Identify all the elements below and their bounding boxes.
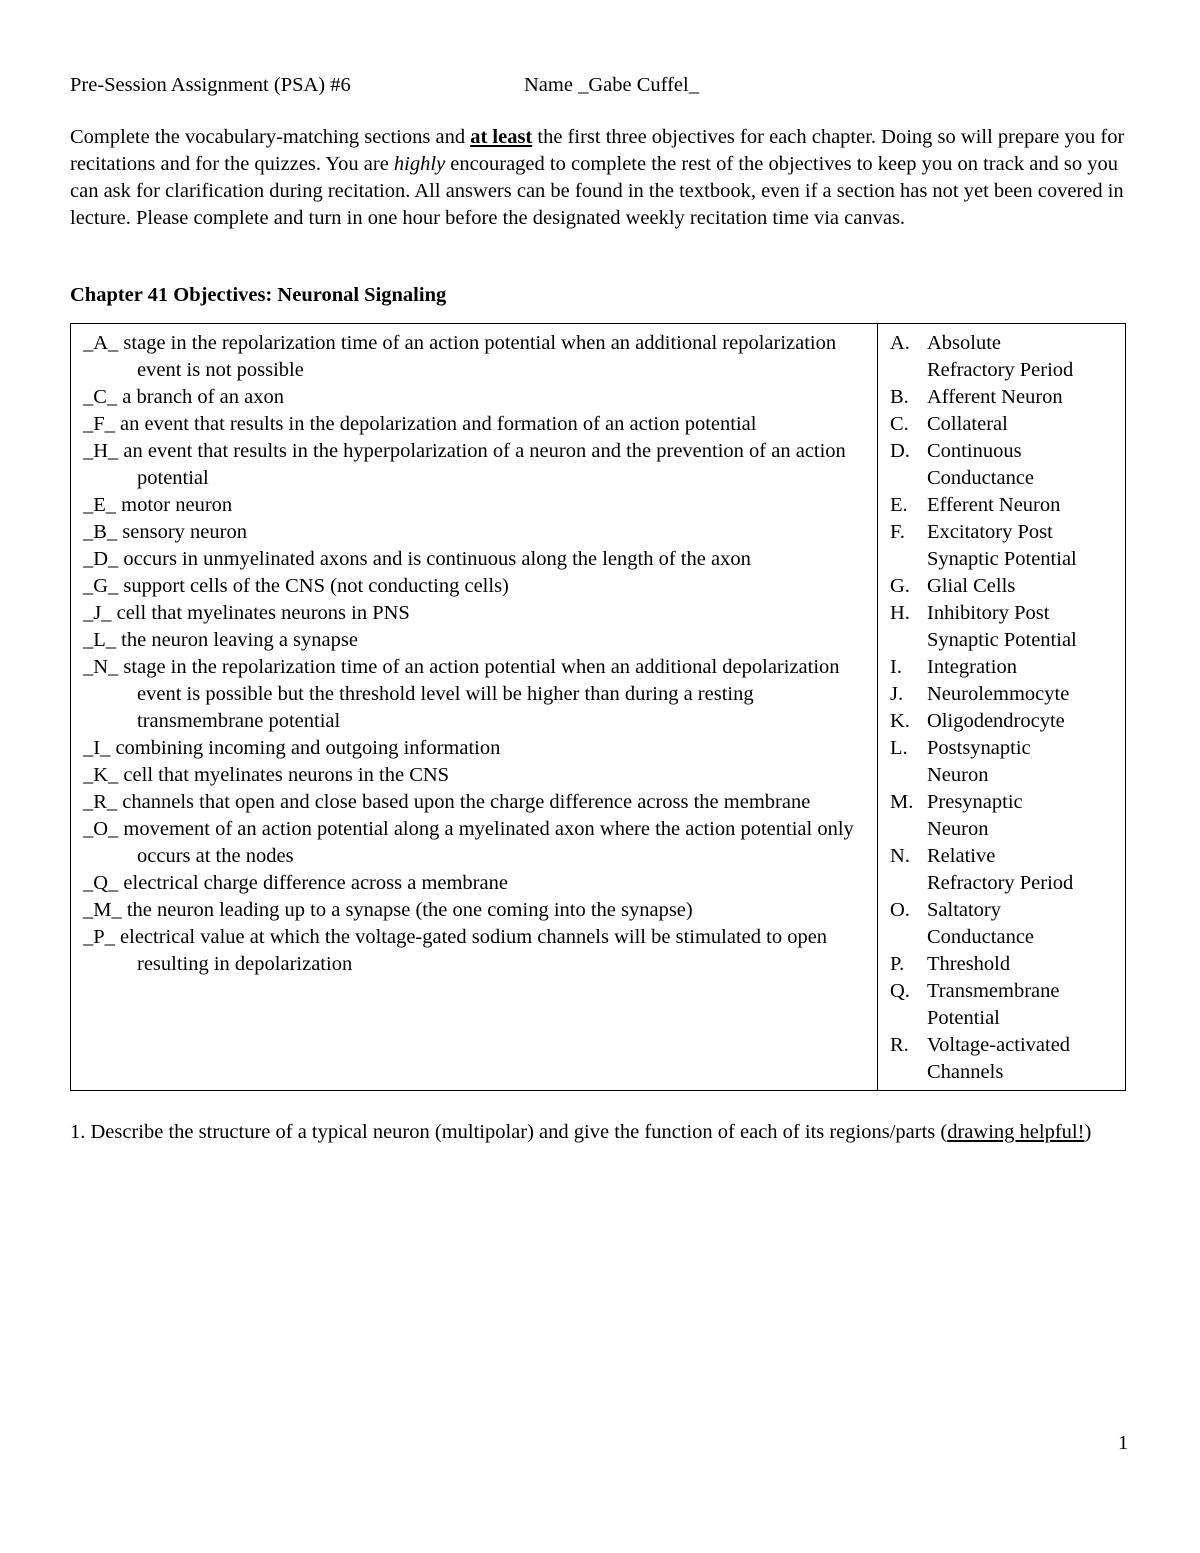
intro-part1: Complete the vocabulary-matching sections and — [70, 126, 471, 148]
vocabulary-matching-table — [70, 323, 1126, 1091]
term-letter: I. — [890, 656, 902, 678]
definitions-column — [71, 324, 878, 1091]
term-name-line: Relative — [927, 845, 996, 867]
term-name-line: Transmembrane — [927, 980, 1060, 1002]
term-name-line: Refractory Period — [927, 872, 1074, 894]
term-name — [927, 411, 1115, 438]
question-1-text: 1. Describe the structure of a typical neuron (multipolar) and give the function of each of its regions/parts — [70, 1121, 941, 1143]
definition-item: _C_ a branch of an axon — [83, 386, 284, 408]
definition-item: _Q_ electrical charge difference across a membrane — [83, 872, 508, 894]
term-name — [927, 978, 1115, 1032]
term-letter: A. — [890, 332, 910, 354]
term-item — [890, 708, 1115, 735]
definition-item: _G_ support cells of the CNS (not conducting cells) — [83, 575, 509, 597]
document-page — [70, 70, 1128, 1146]
definition-item: _E_ motor neuron — [83, 494, 233, 516]
definition-item: _P_ electrical value at which the voltage-gated sodium channels will be stimulated to open resulting in depolarization — [83, 926, 828, 975]
term-letter: J. — [890, 683, 904, 705]
term-letter: H. — [890, 602, 910, 624]
term-letter: F. — [890, 521, 905, 543]
definition-item: _O_ movement of an action potential along a myelinated axon where the action potential only occurs at the nodes — [83, 818, 854, 867]
intro-emphasis-highly: highly — [393, 153, 446, 175]
question-1-close-paren: ) — [1084, 1121, 1092, 1143]
term-item — [890, 654, 1115, 681]
intro-part2: the first three objectives for each chapter. Doing so will prepare you for recitations and for the quizzes. You are — [70, 126, 1125, 175]
chapter-title: Chapter 41 Objectives: Neuronal Signaling — [70, 284, 447, 306]
term-name — [927, 1032, 1115, 1086]
term-name — [927, 384, 1115, 411]
definition-item: _M_ the neuron leading up to a synapse (the one coming into the synapse) — [83, 899, 693, 921]
term-name-line: Channels — [927, 1061, 1004, 1083]
term-name — [927, 519, 1115, 573]
definition-item: _B_ sensory neuron — [83, 521, 247, 543]
term-item — [890, 681, 1115, 708]
term-name-line: Neuron — [927, 818, 989, 840]
term-item — [890, 789, 1115, 843]
term-name-line: Synaptic Potential — [927, 548, 1077, 570]
term-name-line: Continuous — [927, 440, 1022, 462]
term-name — [927, 951, 1115, 978]
definition-item: _R_ channels that open and close based upon the charge difference across the membrane — [83, 791, 811, 813]
term-name — [927, 600, 1115, 654]
term-name — [927, 708, 1115, 735]
term-letter: K. — [890, 710, 910, 732]
term-item — [890, 573, 1115, 600]
definition-item: _F_ an event that results in the depolarization and formation of an action potential — [83, 413, 757, 435]
term-letter: M. — [890, 791, 914, 813]
definition-item: _K_ cell that myelinates neurons in the CNS — [83, 764, 450, 786]
term-name-line: Inhibitory Post — [927, 602, 1050, 624]
term-letter: D. — [890, 440, 910, 462]
page-number: 1 — [1118, 1432, 1129, 1454]
term-name — [927, 735, 1115, 789]
term-name-line: Potential — [927, 1007, 1000, 1029]
term-name-line: Absolute — [927, 332, 1002, 354]
term-item — [890, 1032, 1115, 1086]
definition-item: _L_ the neuron leaving a synapse — [83, 629, 358, 651]
term-name-line: Neuron — [927, 764, 989, 786]
term-name-line: Glial Cells — [927, 575, 1016, 597]
header — [70, 70, 1128, 100]
instructions-paragraph — [70, 124, 1128, 232]
term-letter: P. — [890, 953, 905, 975]
term-name-line: Efferent Neuron — [927, 494, 1061, 516]
question-1-open-paren: ( — [940, 1121, 948, 1143]
definition-item: _J_ cell that myelinates neurons in PNS — [83, 602, 410, 624]
term-name-line: Synaptic Potential — [927, 629, 1077, 651]
term-name-line: Integration — [927, 656, 1017, 678]
term-name — [927, 654, 1115, 681]
term-name-line: Refractory Period — [927, 359, 1074, 381]
question-1-drawing-hint: drawing helpful! — [947, 1121, 1085, 1143]
intro-emphasis-at-least: at least — [470, 126, 533, 148]
term-letter: R. — [890, 1034, 909, 1056]
term-letter: G. — [890, 575, 910, 597]
question-1 — [70, 1119, 1128, 1146]
term-item — [890, 384, 1115, 411]
term-name-line: Saltatory — [927, 899, 1002, 921]
term-name — [927, 843, 1115, 897]
term-letter: N. — [890, 845, 910, 867]
term-item — [890, 978, 1115, 1032]
term-name — [927, 492, 1115, 519]
term-name-line: Excitatory Post — [927, 521, 1053, 543]
term-name — [927, 897, 1115, 951]
term-name — [927, 438, 1115, 492]
definition-item: _N_ stage in the repolarization time of an action potential when an additional depolarization event is possible but the threshold level will be higher than during a resting transmembrane potential — [83, 656, 840, 732]
term-letter: B. — [890, 386, 909, 408]
term-name-line: Neurolemmocyte — [927, 683, 1070, 705]
term-name-line: Presynaptic — [927, 791, 1023, 813]
student-name: Name _Gabe Cuffel_ — [524, 74, 699, 96]
term-name-line: Postsynaptic — [927, 737, 1031, 759]
definition-item: _I_ combining incoming and outgoing information — [83, 737, 501, 759]
term-name-line: Afferent Neuron — [927, 386, 1063, 408]
term-name-line: Threshold — [927, 953, 1011, 975]
term-item — [890, 600, 1115, 654]
term-item — [890, 951, 1115, 978]
assignment-title: Pre-Session Assignment (PSA) #6 — [70, 74, 351, 96]
term-item — [890, 411, 1115, 438]
term-name-line: Conductance — [927, 467, 1035, 489]
definition-item: _A_ stage in the repolarization time of an action potential when an additional repolarization event is not possible — [83, 332, 837, 381]
term-item — [890, 897, 1115, 951]
term-item — [890, 735, 1115, 789]
definition-item: _H_ an event that results in the hyperpolarization of a neuron and the prevention of an action potential — [83, 440, 846, 489]
term-name-line: Conductance — [927, 926, 1035, 948]
term-name-line: Oligodendrocyte — [927, 710, 1065, 732]
term-name — [927, 789, 1115, 843]
term-letter: Q. — [890, 980, 910, 1002]
term-letter: E. — [890, 494, 908, 516]
term-letter: L. — [890, 737, 908, 759]
term-item — [890, 438, 1115, 492]
terms-column — [878, 324, 1126, 1091]
term-item — [890, 492, 1115, 519]
term-item — [890, 843, 1115, 897]
intro-part3: encouraged to complete the rest of the objectives to keep you on track and so you can ask for clarification during recitation. All answers can be found in the textbook, even if a section has not yet been covered in lecture. Please complete and turn in one hour before the designated weekly recitation time via canvas. — [70, 153, 1124, 229]
term-item — [890, 330, 1115, 384]
term-letter: C. — [890, 413, 909, 435]
term-name-line: Collateral — [927, 413, 1008, 435]
term-name — [927, 681, 1115, 708]
definition-item: _D_ occurs in unmyelinated axons and is continuous along the length of the axon — [83, 548, 751, 570]
term-letter: O. — [890, 899, 910, 921]
term-name-line: Voltage-activated — [927, 1034, 1071, 1056]
term-item — [890, 519, 1115, 573]
term-name — [927, 330, 1115, 384]
term-name — [927, 573, 1115, 600]
